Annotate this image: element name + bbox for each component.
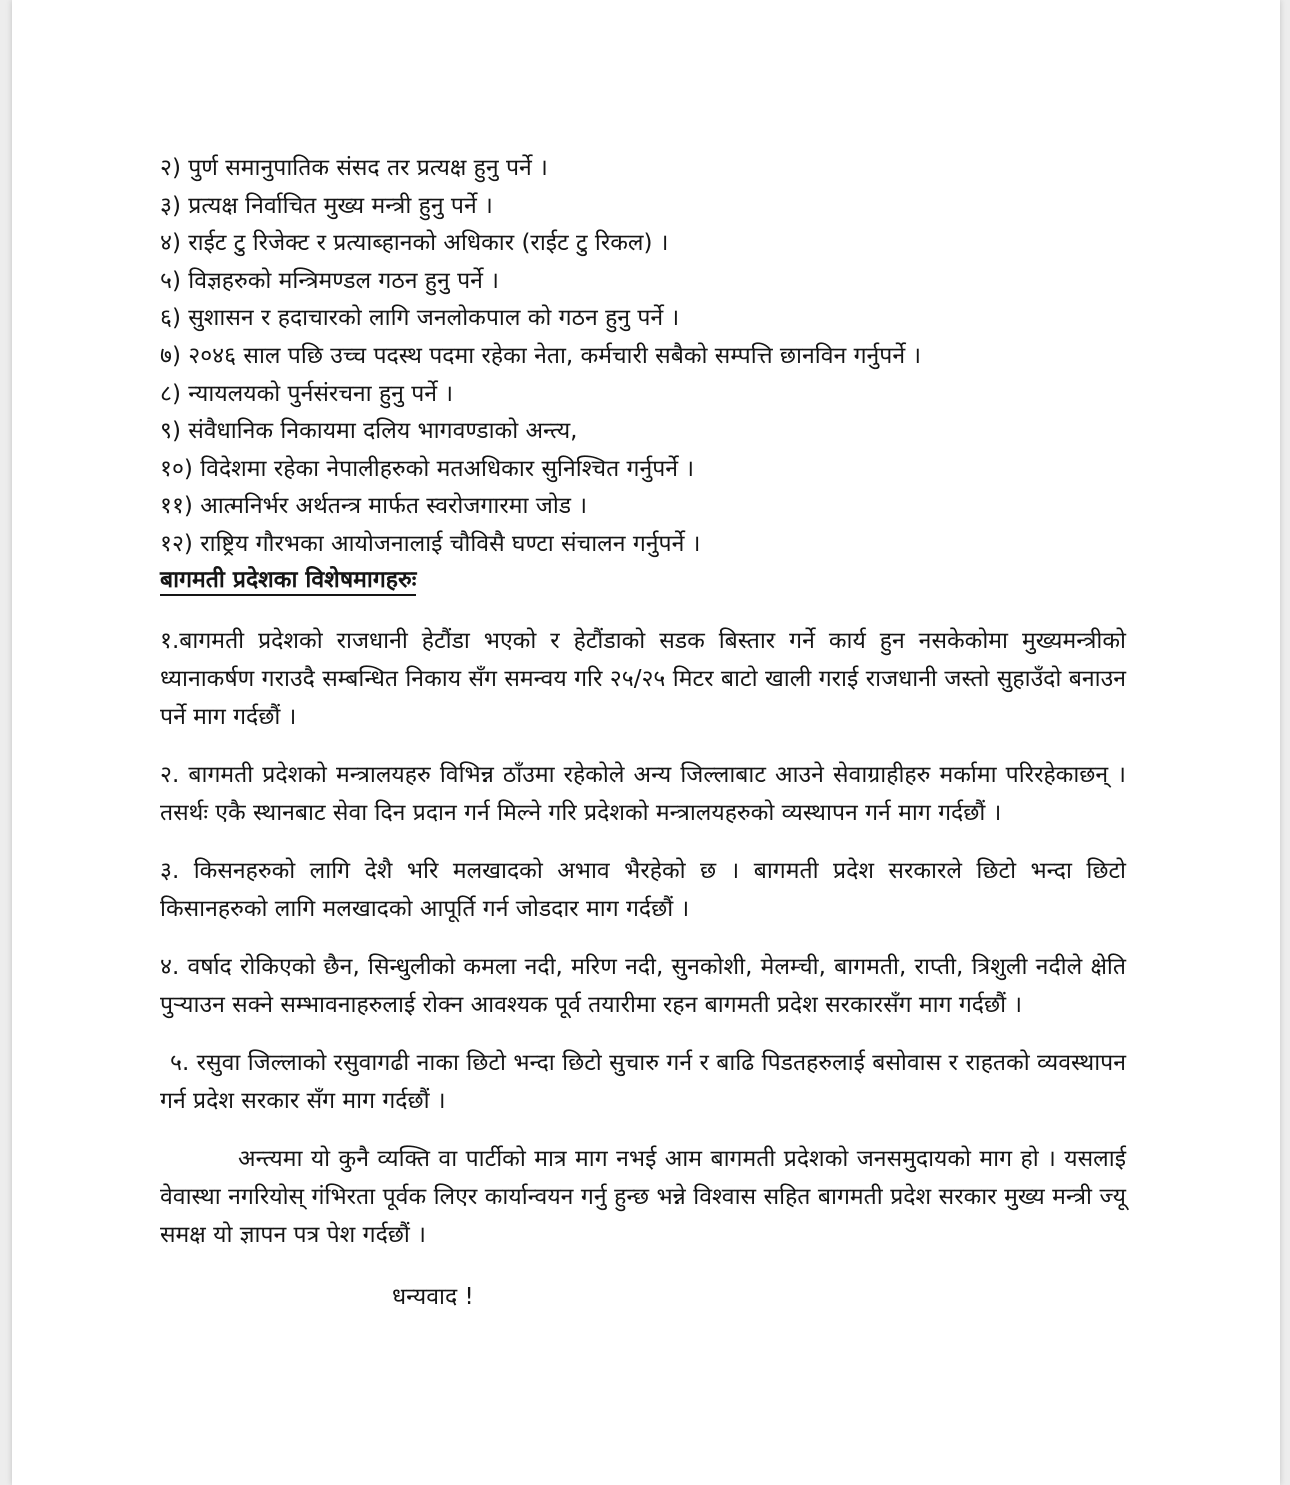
list-item: ५) विज्ञहरुको मन्त्रिमण्डल गठन हुनु पर्ने ।	[160, 267, 499, 294]
list-item: ४) राईट टु रिजेक्ट र प्रत्याब्हानको अधिकार (राईट टु रिकल) ।	[160, 230, 669, 257]
demand-paragraph: ४. वर्षाद रोकिएको छैन, सिन्धुलीको कमला नदी, मरिण नदी, सुनकोशी, मेलम्ची, बागमती, राप्ती, त्रिशुली नदीले क्षेति पुऱ्याउन सक्ने सम्भावनाहरुलाई रोक्न आवश्यक पूर्व तयारीमा रहन बागमती प्रदेश सरकारसँग माग गर्दछौं ।	[160, 953, 1126, 1018]
section-heading-text: बागमती प्रदेशका विशेषमागहरुः	[160, 567, 416, 596]
list-item: ७) २०४६ साल पछि उच्च पदस्थ पदमा रहेका नेता, कर्मचारी सबैको सम्पत्ति छानविन गर्नुपर्ने ।	[160, 342, 922, 369]
list-item: ६) सुशासन र हदाचारको लागि जनलोकपाल को गठन हुनु पर्ने ।	[160, 305, 680, 332]
demand-paragraph: ५. रसुवा जिल्लाको रसुवागढी नाका छिटो भन्दा छिटो सुचारु गर्न र बाढि पिडतहरुलाई बसोवास र राहतको व्यवस्थापन गर्न प्रदेश सरकार सँग माग गर्दछौं ।	[160, 1049, 1126, 1114]
list-item: १०) विदेशमा रहेका नेपालीहरुको मतअधिकार सुनिश्चित गर्नुपर्ने ।	[160, 455, 695, 482]
demands-list	[160, 150, 1126, 564]
list-item: २) पुर्ण समानुपातिक संसद तर प्रत्यक्ष हुनु पर्ने ।	[160, 155, 548, 181]
demand-paragraph: ३. किसनहरुको लागि देशै भरि मलखादको अभाव भैरहेको छ । बागमती प्रदेश सरकारले छिटो भन्दा छिटो किसानहरुको लागि मलखादको आपूर्ति गर्न जोडदार माग गर्दछौं ।	[160, 857, 1126, 922]
document-page	[12, 0, 1280, 1485]
closing-paragraph: अन्त्यमा यो कुनै व्यक्ति वा पार्टीको मात्र माग नभई आम बागमती प्रदेशको जनसमुदायको माग हो । यसलाई वेवास्था नगरियोस् गंभिरता पूर्वक लिएर कार्यान्वयन गर्नु हुन्छ भन्ने विश्वास सहित बागमती प्रदेश सरकार मुख्य मन्त्री ज्यू समक्ष यो ज्ञापन पत्र पेश गर्दछौं ।	[160, 1145, 1126, 1248]
list-item: ८) न्यायलयको पुर्नसंरचना हुनु पर्ने ।	[160, 380, 454, 407]
document-body	[160, 150, 1126, 1316]
list-item: १२) राष्ट्रिय गौरभका आयोजनालाई चौविसै घण्टा संचालन गर्नुपर्ने ।	[160, 530, 701, 557]
demand-paragraph: २. बागमती प्रदेशको मन्त्रालयहरु विभिन्न ठाँउमा रहेकोले अन्य जिल्लाबाट आउने सेवाग्राहीहरु मर्कामा परिरहेकाछन् । तसर्थः एकै स्थानबाट सेवा दिन प्रदान गर्न मिल्ने गरि प्रदेशको मन्त्रालयहरुको व्यस्थापन गर्न माग गर्दछौं ।	[160, 761, 1126, 826]
list-item: ९) संवैधानिक निकायमा दलिय भागवण्डाको अन्त्य,	[160, 418, 578, 445]
list-item: ११) आत्मनिर्भर अर्थतन्त्र मार्फत स्वरोजगारमा जोड ।	[160, 493, 588, 520]
list-item: ३) प्रत्यक्ष निर्वाचित मुख्य मन्त्री हुनु पर्ने ।	[160, 192, 493, 219]
thanks-line: धन्यवाद !	[392, 1283, 474, 1310]
section-heading	[160, 564, 1126, 600]
demand-paragraph: १.बागमती प्रदेशको राजधानी हेटौंडा भएको र हेटौंडाको सडक बिस्तार गर्ने कार्य हुन नसकेकोमा मुख्यमन्त्रीको ध्यानाकर्षण गराउदै सम्बन्धित निकाय सँग समन्वय गरि २५/२५ मिटर बाटो खाली गराई राजधानी जस्तो सुहाउँदो बनाउन पर्ने माग गर्दछौं ।	[160, 627, 1126, 730]
